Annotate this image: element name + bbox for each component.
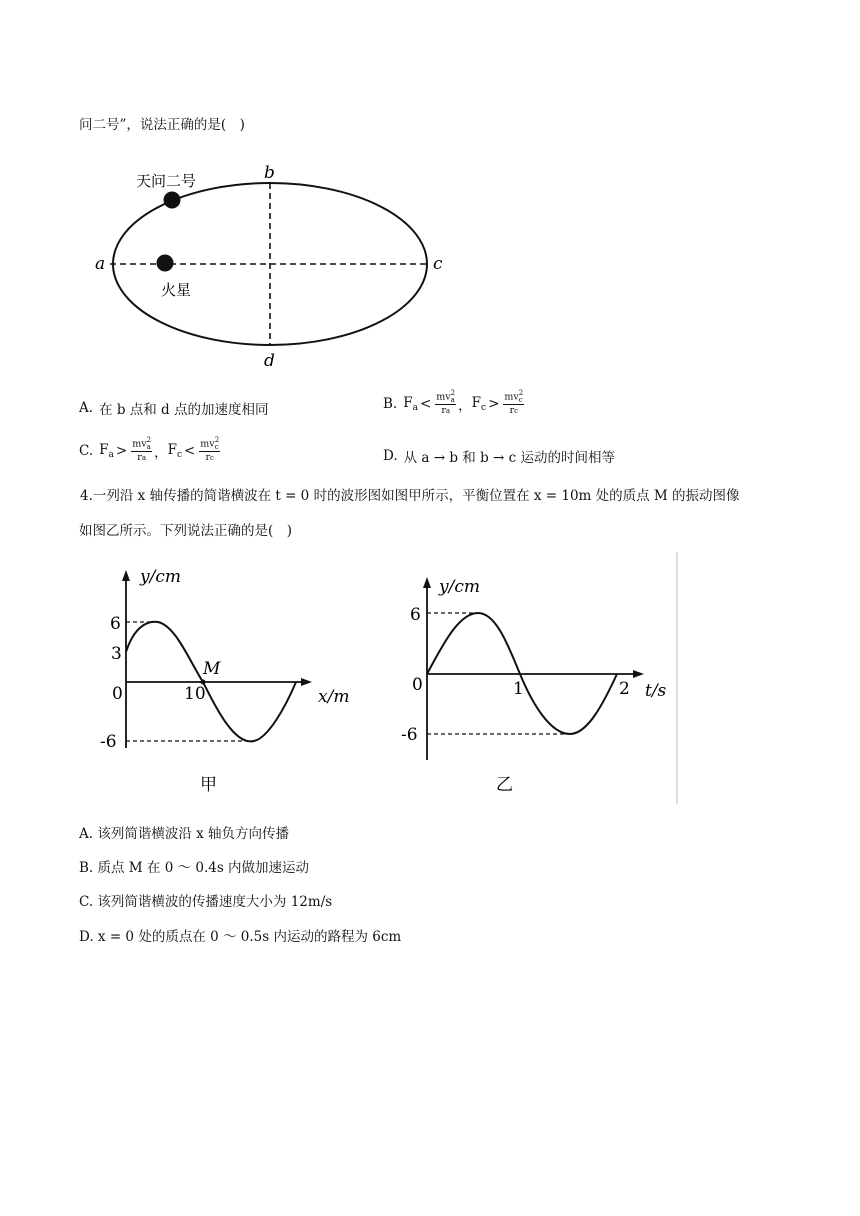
q4-option-b[interactable]: B. 质点 M 在 0 ～ 0.4s 内做加速运动: [79, 860, 310, 876]
jia-x-arrow: [301, 678, 312, 686]
jia-y-arrow: [122, 570, 130, 581]
yi-tick-2: 2: [619, 679, 630, 699]
yi-x-label: t/s: [645, 681, 667, 701]
graph-yi: [401, 577, 667, 795]
relation-2: >: [488, 395, 500, 412]
option-letter: A.: [79, 400, 94, 416]
option-text: 从 a → b 和 b → c 运动的时间相等: [403, 450, 615, 466]
q4-option-a[interactable]: A. 该列简谐横波沿 x 轴负方向传播: [79, 826, 290, 842]
relation-1: <: [419, 395, 432, 412]
force-c: $F_c$: [471, 394, 487, 413]
fraction-a: mv 2 a ra: [132, 436, 152, 463]
yi-x-arrow: [633, 670, 644, 678]
fraction-c: mv 2 c rc: [200, 436, 220, 463]
point-a-label: a: [95, 254, 106, 274]
force-a: $F_a$: [99, 441, 114, 460]
q3-orbit-figure: [90, 155, 470, 375]
point-c-label: c: [433, 254, 443, 274]
fraction-a: mv 2 a ra: [436, 389, 456, 416]
separator: ，: [154, 444, 168, 461]
q3-option-b[interactable]: [383, 390, 526, 417]
option-text: 在 b 点和 d 点的加速度相同: [99, 402, 269, 418]
jia-x-label: x/m: [318, 687, 350, 707]
option-letter: D.: [383, 448, 398, 464]
force-a: $F_a$: [403, 394, 418, 413]
relation-2: <: [183, 442, 196, 459]
yi-tick-6: 6: [410, 605, 421, 625]
jia-y-label: y/cm: [140, 567, 181, 587]
graph-jia: [100, 567, 349, 795]
option-letter: B.: [383, 395, 398, 412]
jia-tick-neg6: -6: [100, 732, 117, 752]
yi-origin: 0: [412, 675, 423, 695]
q3-option-a[interactable]: [79, 398, 269, 418]
q3-stem-tail: 问二号”，说法正确的是( ): [79, 117, 245, 133]
point-b-label: b: [264, 163, 275, 183]
q4-wave-figure: [90, 550, 710, 810]
probe-dot: [164, 192, 181, 209]
jia-caption: 甲: [200, 775, 217, 795]
yi-y-label: y/cm: [439, 577, 480, 597]
fraction-c: mv 2 c rc: [504, 389, 524, 416]
mars-dot: [157, 255, 174, 272]
probe-label: 天问二号: [136, 172, 197, 190]
yi-y-arrow: [423, 577, 431, 588]
jia-origin: 0: [112, 684, 123, 704]
option-letter: C.: [79, 442, 94, 459]
yi-tick-neg6: -6: [401, 725, 418, 745]
q4-stem-line2: 如图乙所示。下列说法正确的是( ): [79, 523, 293, 539]
jia-tick-10: 10: [184, 684, 206, 704]
yi-caption: 乙: [496, 775, 513, 795]
q4-stem-line1: 4.一列沿 x 轴传播的简谐横波在 t = 0 时的波形图如图甲所示，平衡位置在 x = 10m 处的质点 M 的振动图像: [80, 488, 740, 504]
point-d-label: d: [264, 351, 275, 371]
q3-option-c[interactable]: [79, 437, 222, 464]
jia-tick-3: 3: [111, 644, 122, 664]
force-c: $F_c$: [167, 441, 182, 460]
q4-option-d[interactable]: D. x = 0 处的质点在 0 ～ 0.5s 内运动的路程为 6cm: [79, 929, 402, 945]
relation-1: >: [115, 442, 128, 459]
yi-tick-1: 1: [513, 679, 524, 699]
q3-option-d[interactable]: [383, 446, 615, 466]
q4-option-c[interactable]: C. 该列简谐横波的传播速度大小为 12m/s: [79, 894, 333, 910]
jia-m-label: M: [203, 659, 221, 679]
planet-label: 火星: [161, 281, 192, 299]
jia-tick-6: 6: [110, 614, 121, 634]
separator: ，: [458, 397, 472, 414]
